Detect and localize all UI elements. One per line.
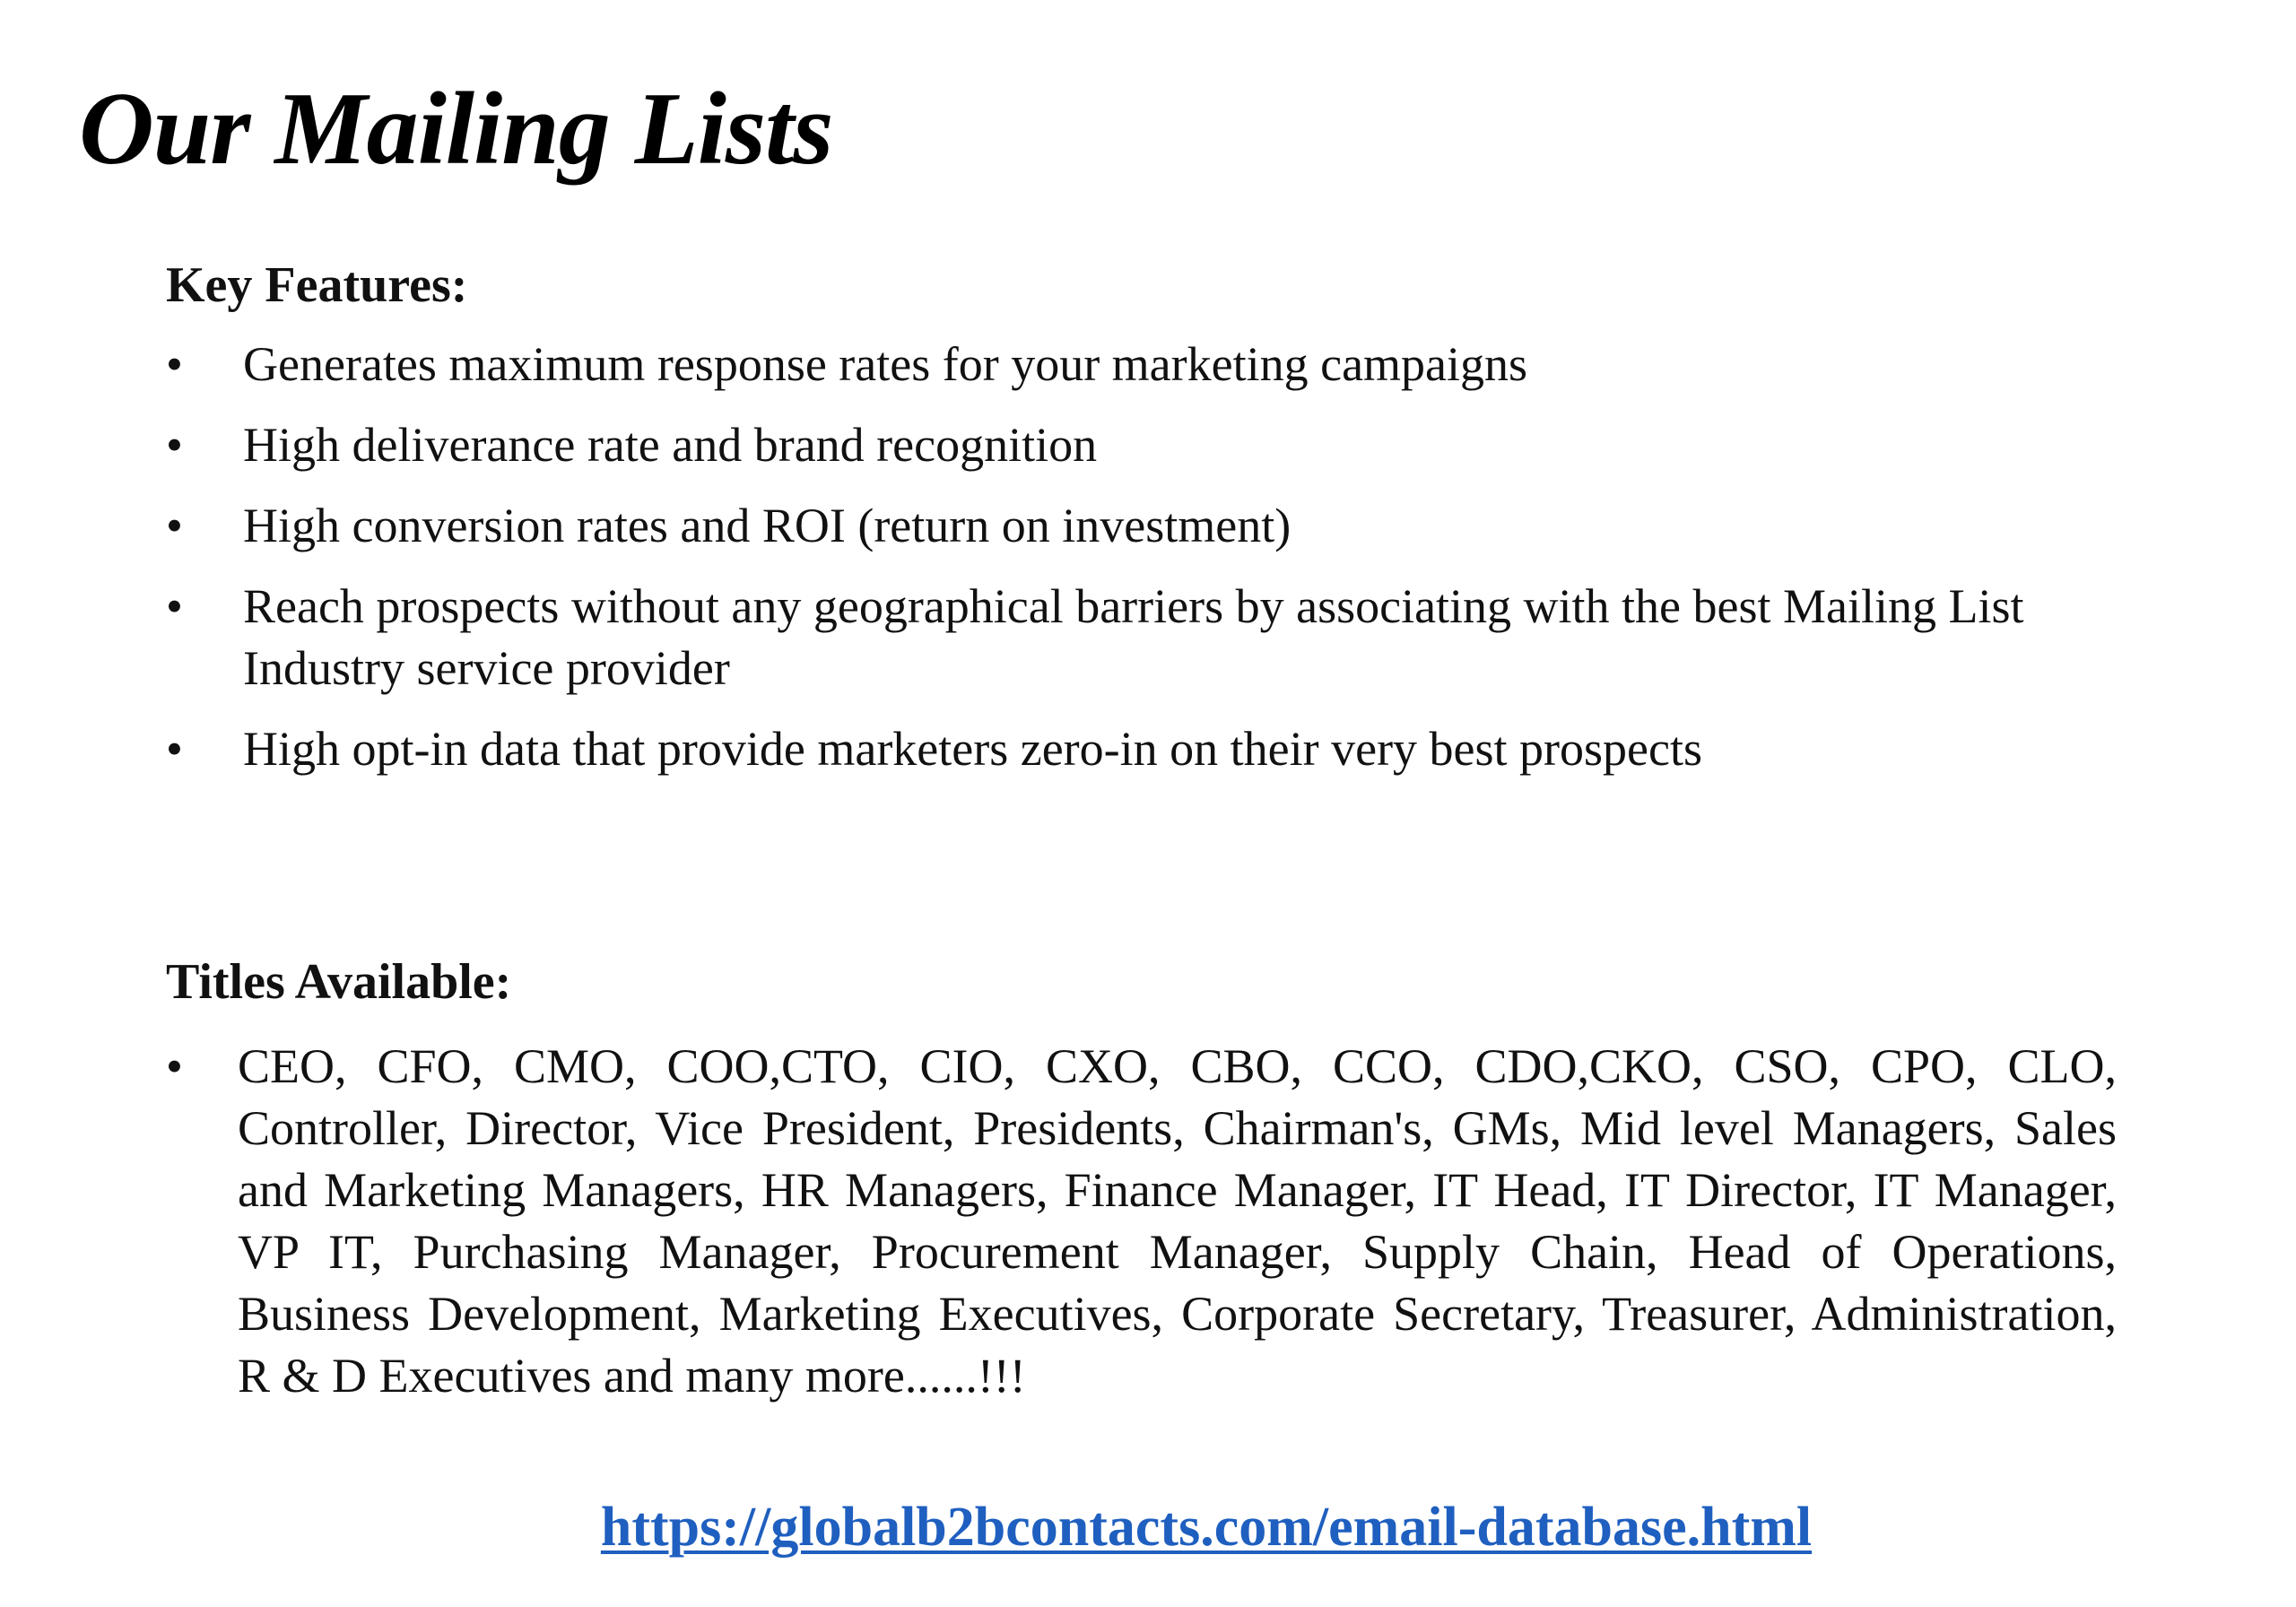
- key-features-heading: Key Features:: [166, 257, 468, 313]
- titles-text: CEO, CFO, CMO, COO,CTO, CIO, CXO, CBO, CCO, CDO,CKO, CSO, CPO, CLO, Controller, Director, Vice President, Presidents, Chairman's, GMs, Mid level Managers, Sales and Marketing Managers, HR Managers, Finance Manager, IT Head, IT Director, IT Manager, VP IT, Purchasing Manager, Procurement Manager, Supply Chain, Head of Operations, Business Development, Marketing Executives, Corporate Secretary, Treasurer, Administration, R & D Executives and many more......!!!: [238, 1039, 2117, 1403]
- list-item: [166, 576, 2139, 699]
- bullet-icon: •: [166, 579, 183, 633]
- list-item: [166, 495, 2139, 557]
- bullet-icon: •: [166, 722, 183, 776]
- list-item: [166, 1036, 2117, 1407]
- bullet-icon: •: [166, 418, 183, 472]
- list-item-text: High deliverance rate and brand recognition: [243, 418, 1098, 472]
- website-link-container: [0, 1496, 2296, 1559]
- website-link[interactable]: https://globalb2bcontacts.com/email-database.html: [600, 1497, 1813, 1558]
- titles-available-list: [166, 1036, 2117, 1407]
- key-features-list: [166, 334, 2139, 799]
- bullet-icon: •: [166, 1039, 183, 1093]
- bullet-icon: •: [166, 337, 183, 391]
- titles-available-heading: Titles Available:: [166, 954, 512, 1010]
- slide-title: Our Mailing Lists: [79, 72, 833, 187]
- list-item: [166, 718, 2139, 780]
- list-item-text: Reach prospects without any geographical barriers by associating with the best Mailing List Industry service provider: [243, 579, 2024, 695]
- list-item-text: High conversion rates and ROI (return on investment): [243, 499, 1292, 552]
- bullet-icon: •: [166, 499, 183, 552]
- list-item: [166, 414, 2139, 476]
- list-item-text: Generates maximum response rates for your marketing campaigns: [243, 337, 1528, 391]
- list-item: [166, 334, 2139, 395]
- list-item-text: High opt-in data that provide marketers zero-in on their very best prospects: [243, 722, 1702, 776]
